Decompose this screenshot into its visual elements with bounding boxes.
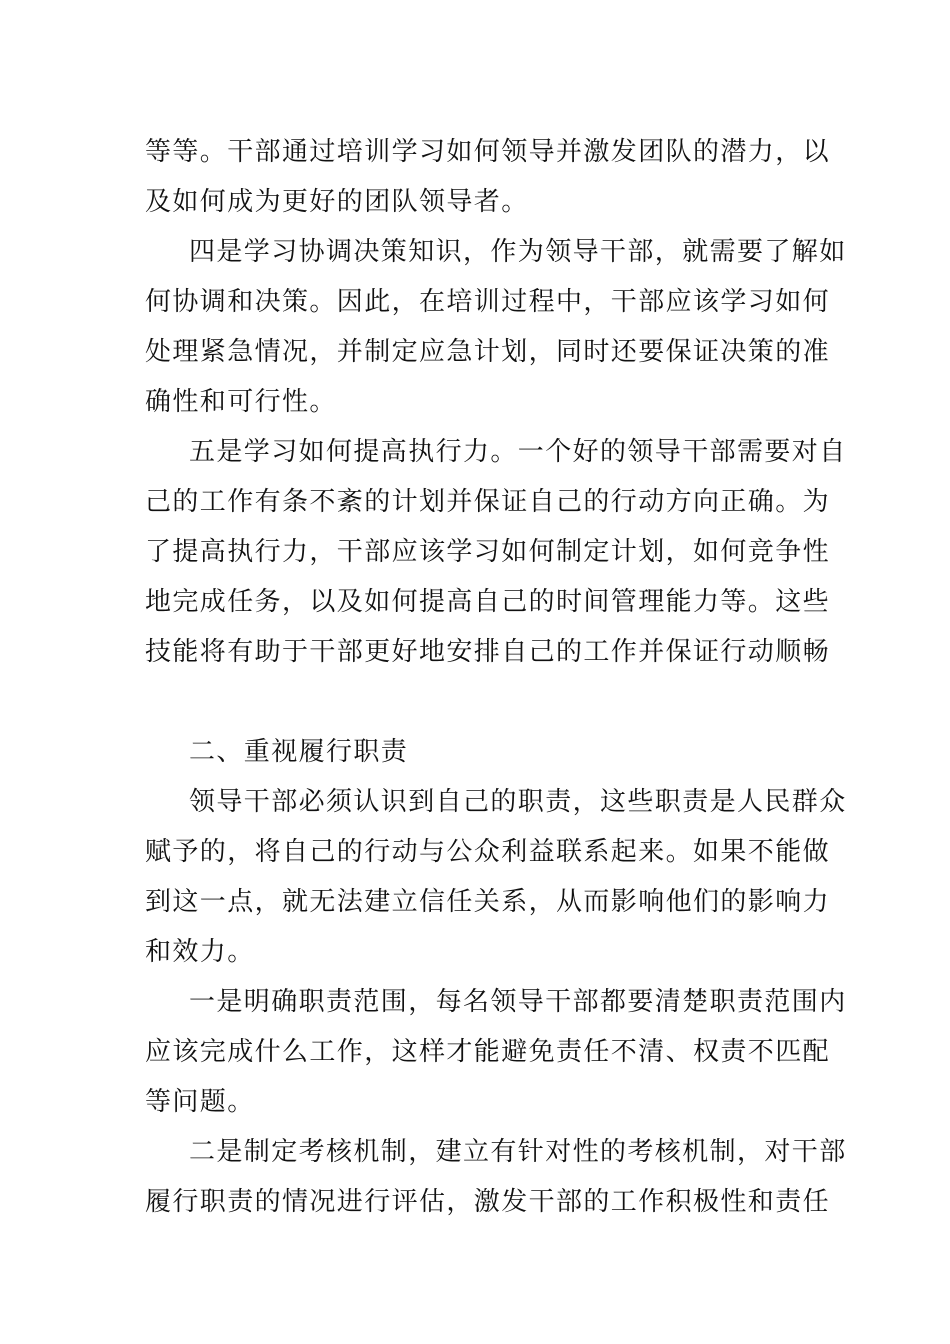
paragraph-line: 到这一点，就无法建立信任关系，从而影响他们的影响力	[145, 887, 831, 917]
paragraph-line: 和效力。	[145, 937, 255, 967]
paragraph-line: 履行职责的情况进行评估，激发干部的工作积极性和责任	[145, 1187, 831, 1217]
paragraph-line: 等问题。	[145, 1087, 255, 1117]
section-heading: 二、重视履行职责	[189, 737, 409, 767]
paragraph-line: 赋予的，将自己的行动与公众利益联系起来。如果不能做	[145, 837, 831, 867]
paragraph-line: 五是学习如何提高执行力。一个好的领导干部需要对自	[189, 437, 847, 467]
paragraph-line: 确性和可行性。	[145, 387, 337, 417]
paragraph-line: 应该完成什么工作，这样才能避免责任不清、权责不匹配	[145, 1037, 831, 1067]
paragraph-line: 四是学习协调决策知识，作为领导干部，就需要了解如	[189, 237, 847, 267]
paragraph-line: 了提高执行力，干部应该学习如何制定计划，如何竞争性	[145, 537, 831, 567]
paragraph-line: 等等。干部通过培训学习如何领导并激发团队的潜力，以	[145, 137, 831, 167]
paragraph-line: 处理紧急情况，并制定应急计划，同时还要保证决策的准	[145, 337, 831, 367]
paragraph-line: 领导干部必须认识到自己的职责，这些职责是人民群众	[189, 787, 847, 817]
blank-line	[145, 677, 807, 727]
paragraph-line: 地完成任务，以及如何提高自己的时间管理能力等。这些	[145, 587, 831, 617]
paragraph-line: 己的工作有条不紊的计划并保证自己的行动方向正确。为	[145, 487, 831, 517]
paragraph-line: 何协调和决策。因此，在培训过程中，干部应该学习如何	[145, 287, 831, 317]
paragraph-line: 一是明确职责范围，每名领导干部都要清楚职责范围内	[189, 987, 847, 1017]
document-body	[145, 127, 847, 1227]
paragraph-line: 及如何成为更好的团队领导者。	[145, 187, 529, 217]
paragraph-line: 二是制定考核机制，建立有针对性的考核机制，对干部	[189, 1137, 847, 1167]
paragraph-line: 技能将有助于干部更好地安排自己的工作并保证行动顺畅	[145, 637, 831, 667]
